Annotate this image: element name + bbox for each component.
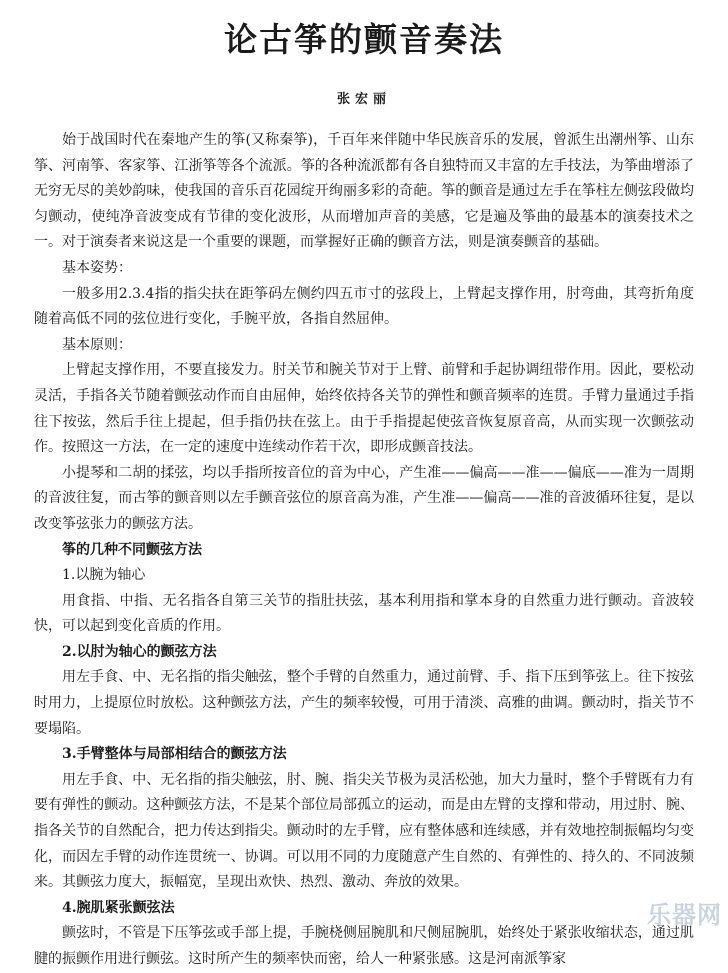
paragraph-comparison: 小提琴和二胡的揉弦，均以手指所按音位的音为中心，产生准——偏高——准——偏底——准为一周期的音波往复，而古筝的颤音则以左手颤音弦位的原音高为准，产生准——偏高——准的音波循环往复，是以改变筝弦张力的颤弦方法。	[34, 464, 694, 532]
paragraph-method-1: 用食指、中指、无名指各自第三关节的指肚扶弦，基本利用指和掌本身的自然重力进行颤动。音波较快，可以起到变化音质的作用。	[34, 592, 694, 635]
watermark-logo: 乐器网	[647, 901, 722, 929]
paragraph-intro: 始于战国时代在秦地产生的筝(又称秦筝)，千百年来伴随中华民族音乐的发展，曾派生出潮州筝、山东筝、河南筝、客家筝、江浙筝等各个流派。筝的各种流派都有各自独特而又丰富的左手技法，为筝曲增添了无穷无尽的美妙韵味，使我国的音乐百花园绽开绚丽多彩的奇葩。筝的颤音是通过左手在筝柱左侧弦段做均匀颤动，使纯净音波变成有节律的变化波形，从而增加声音的美感，它是遍及筝曲的最基本的演奏技术之一。对于演奏者来说这是一个重要的课题，而掌握好正确的颤音方法，则是演奏颤音的基础。	[34, 132, 694, 251]
author-name: 张宏丽	[336, 92, 391, 107]
paragraph-posture: 一般多用2.3.4指的指尖扶在距筝码左侧约四五市寸的弦段上，上臂起支撑作用，肘弯曲，其弯折角度随着高低不同的弦位进行变化，手腕平放，各指自然屈伸。	[34, 285, 694, 328]
heading-method-2: 2.以肘为轴心的颤弦方法	[62, 643, 217, 660]
heading-methods: 筝的几种不同颤弦方法	[62, 541, 202, 558]
heading-posture: 基本姿势：	[62, 259, 132, 276]
paragraph-method-4: 颤弦时，不管是下压筝弦或手部上提，手腕桡侧屈腕肌和尺侧屈腕肌，始终处于紧张收缩状态，通过肌腱的振颤作用进行颤弦。这时所产生的频率快而密，给人一种紧张感。这是河南派筝家	[34, 925, 694, 967]
paragraph-method-2: 用左手食、中、无名指的指尖触弦，整个手臂的自然重力，通过前臂、手、指下压到筝弦上。往下按弦时用力，上提原位时放松。这种颤弦方法，产生的频率较慢，可用于清淡、高雅的曲调。颤动时，指关节不要塌陷。	[34, 669, 694, 737]
heading-method-3: 3.手臂整体与局部相结合的颤弦方法	[62, 746, 287, 763]
paragraph-principles: 上臂起支撑作用，不要直接发力。肘关节和腕关节对于上臂、前臂和手起协调纽带作用。因此，要松动灵活，手指各关节随着颤弦动作而自由屈伸，始终依持各关节的弹性和颤音频率的连贯。手臂力量通过手指往下按弦，然后手往上提起，但手指仍扶在弦上。由于手指提起使弦音恢复原音高，从而实现一次颤弦动作。按照这一方法，在一定的速度中连续动作若干次，即形成颤音技法。	[34, 362, 694, 456]
page-title: 论古筝的颤音奏法	[224, 20, 504, 59]
article-body	[34, 128, 694, 973]
paragraph-method-3: 用左手食、中、无名指的指尖触弦，肘、腕、指尖关节极为灵活松弛，加大力量时，整个手臂既有力有要有弹性的颤动。这种颤弦方法，不是某个部位局部孤立的运动，而是由左臂的支撑和带动，用过肘、腕、指各关节的自然配合，把力传达到指尖。颤动时的左手臂，应有整体感和连续感，并有效地控制振幅均匀变化，而因左手臂的动作连贯统一、协调。可以用不同的力度随意产生自然的、有弹性的、持久的、不同波频来。其颤弦力度大，振幅宽，呈现出欢快、热烈、激动、奔放的效果。	[34, 771, 694, 891]
heading-method-4: 4.腕肌紧张颤弦法	[62, 899, 175, 916]
heading-principles: 基本原则：	[62, 336, 132, 353]
heading-method-1: 1.以腕为轴心	[62, 567, 146, 584]
